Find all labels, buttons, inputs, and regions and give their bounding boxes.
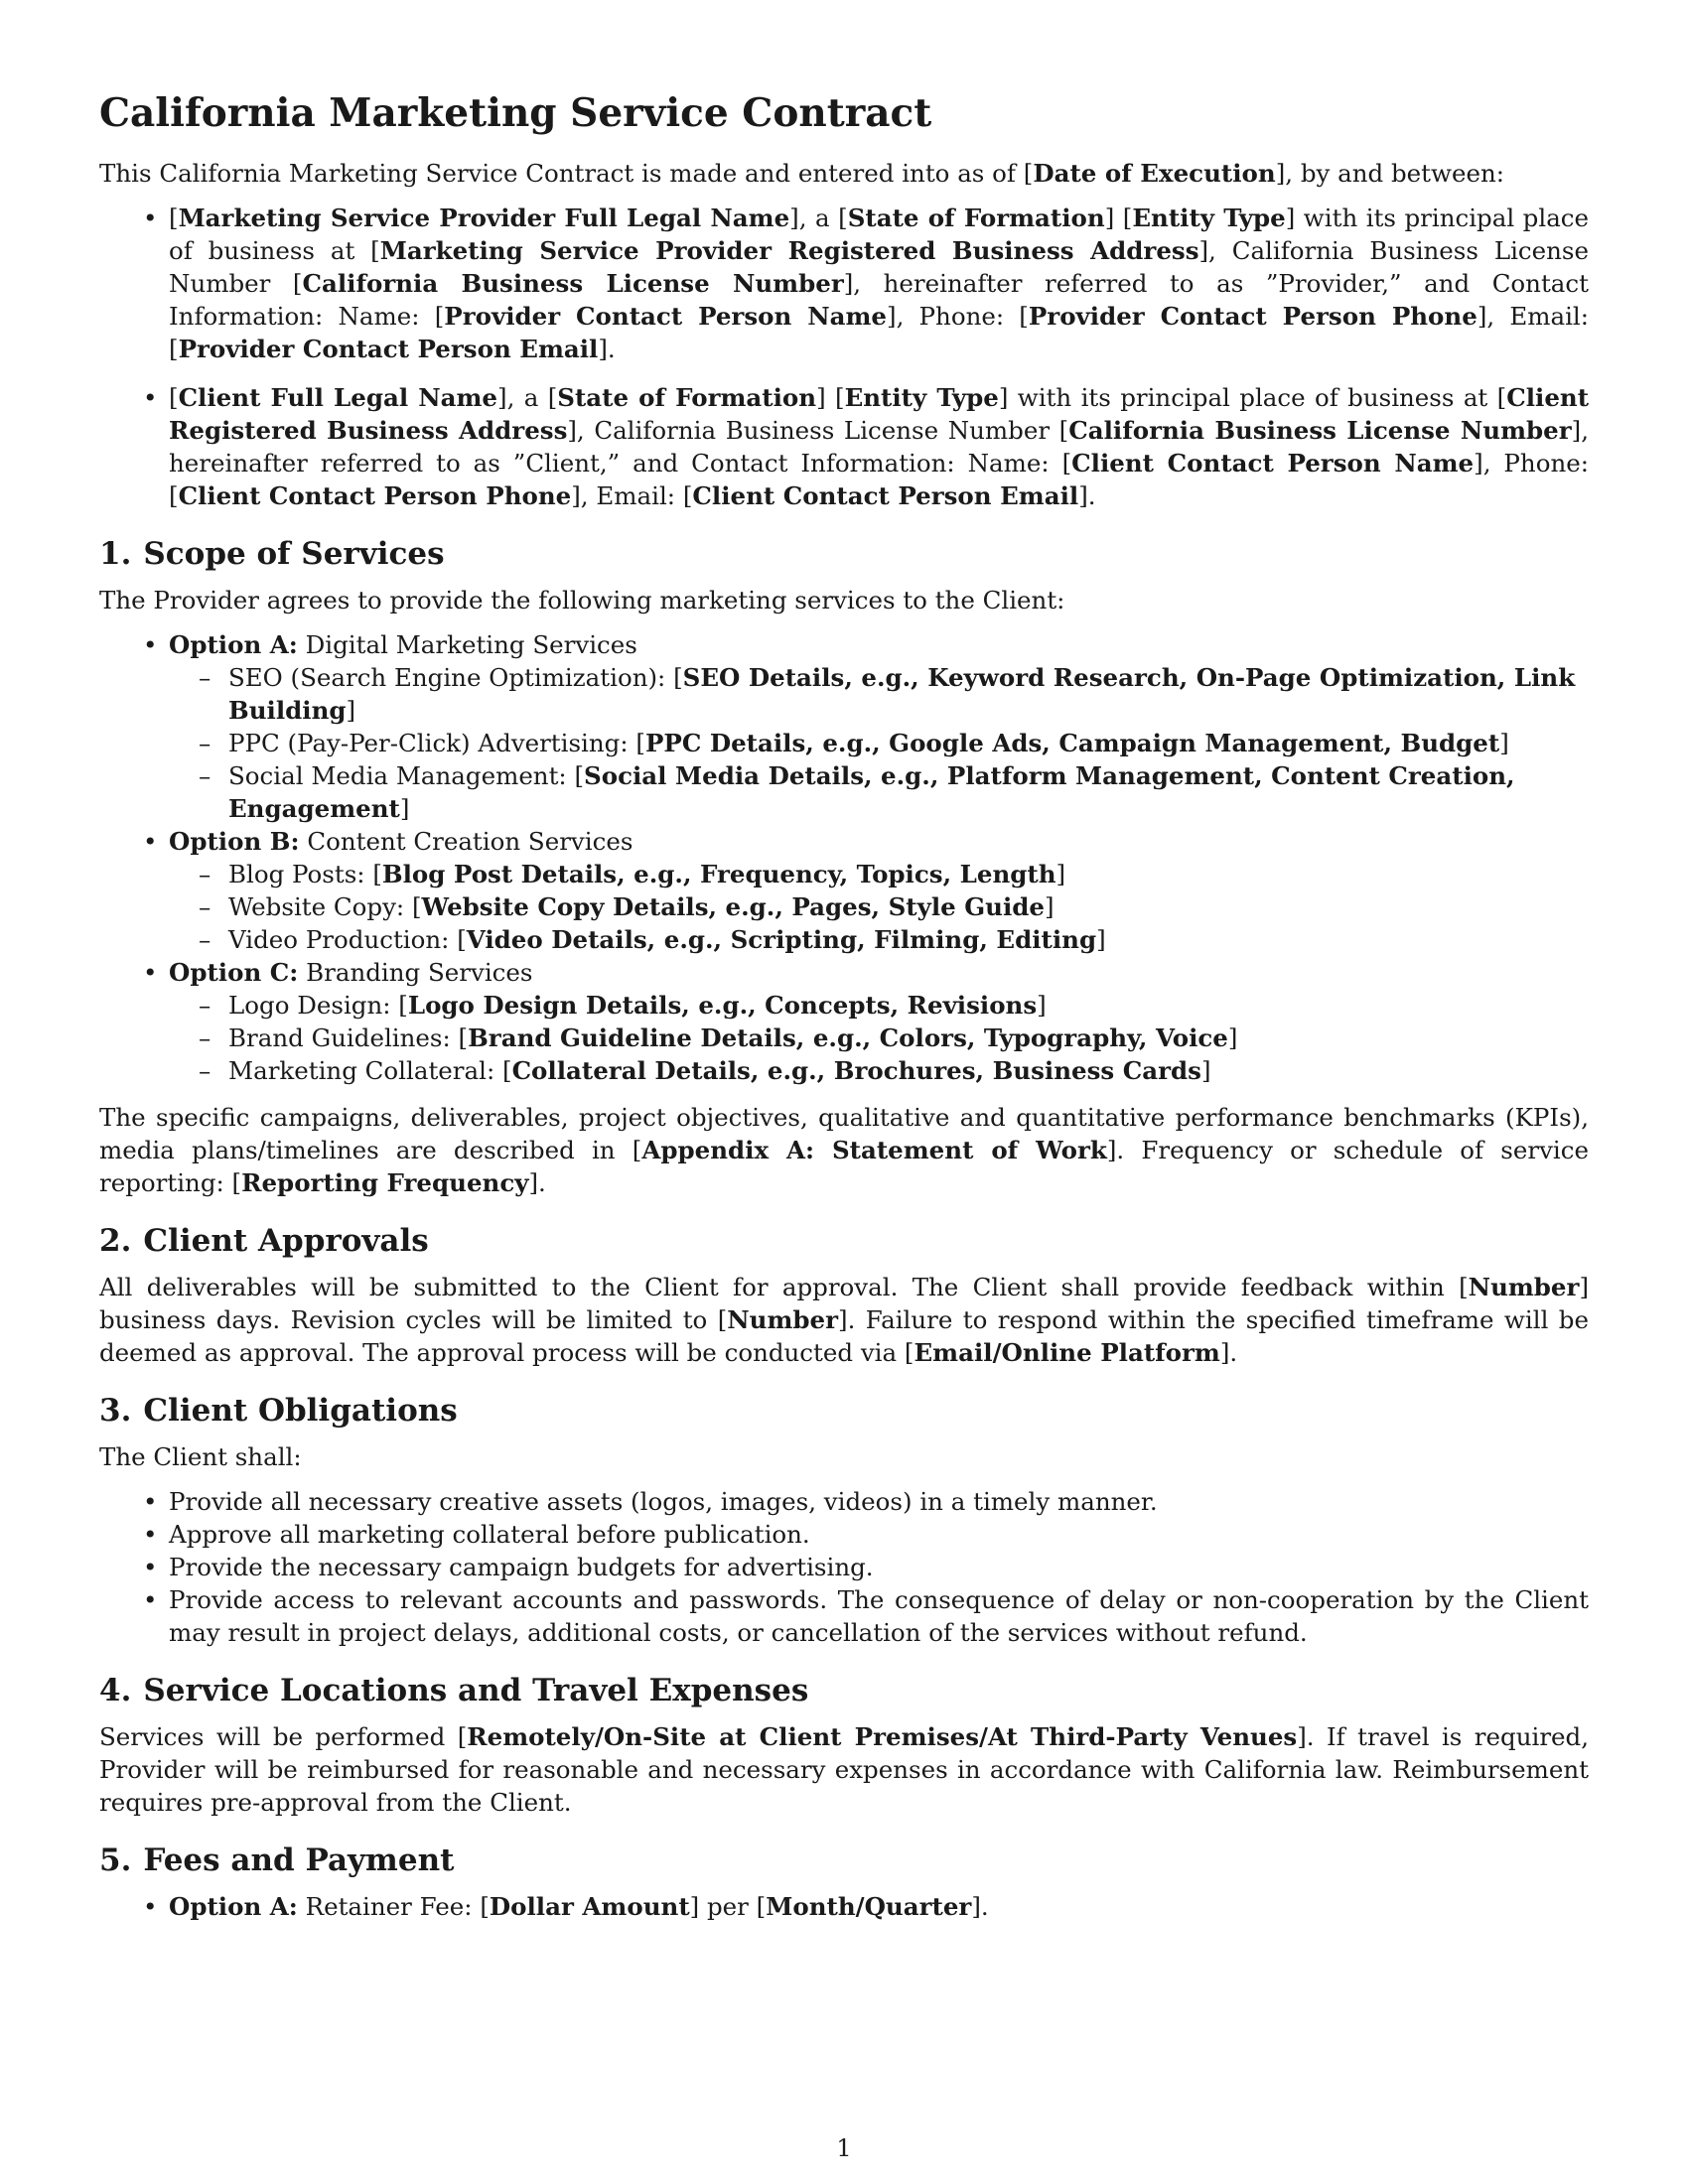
section-intro: The Client shall:: [99, 1442, 302, 1471]
list-item: • Provide the necessary campaign budgets for advertising.: [169, 1551, 1589, 1583]
obligations-list: [99, 1485, 1589, 1649]
sub-item: – Social Media Management: [Social Media Details, e.g., Platform Management, Content Creation, Engagement]: [228, 759, 1589, 825]
sub-item: – Blog Posts: [Blog Post Details, e.g., Frequency, Topics, Length]: [228, 858, 1589, 890]
sub-item: – Website Copy: [Website Copy Details, e.g., Pages, Style Guide]: [228, 890, 1589, 923]
sub-item: – Logo Design: [Logo Design Details, e.g., Concepts, Revisions]: [228, 989, 1589, 1022]
section-heading: 5. Fees and Payment: [99, 1843, 455, 1878]
document-page: [99, 87, 1589, 1923]
approvals-paragraph: All deliverables will be submitted to the Client for approval. The Client shall provide feedback within [Number] business days. Revision cycles will be limited to [Number]. Failure to respond within the specified timeframe will be deemed as approval. The approval process will be conducted via [Email/Online Platform].: [99, 1273, 1589, 1367]
section-heading: 2. Client Approvals: [99, 1223, 429, 1259]
sub-item: – SEO (Search Engine Optimization): [SEO Details, e.g., Keyword Research, On-Page Optimization, Link Building]: [228, 661, 1589, 727]
section-scope-of-services: [99, 534, 1589, 1199]
sub-item: – Marketing Collateral: [Collateral Details, e.g., Brochures, Business Cards]: [228, 1054, 1589, 1087]
section-heading: 1. Scope of Services: [99, 536, 445, 572]
list-item: • Provide access to relevant accounts and passwords. The consequence of delay or non-cooperation by the Client may result in project delays, additional costs, or cancellation of the services without refund.: [169, 1583, 1589, 1649]
locations-paragraph: Services will be performed [Remotely/On-Site at Client Premises/At Third-Party Venues]. If travel is required, Provider will be reimbursed for reasonable and necessary expenses in accordance with California law. Reimbursement requires pre-approval from the Client.: [99, 1722, 1589, 1817]
party-client: • [Client Full Legal Name], a [State of Formation] [Entity Type] with its principal place of business at [Client Registered Business Address], California Business License Number [California Business License Number], hereinafter referred to as ”Client,” and Contact Information: Name: [Client Contact Person Name], Phone: [Client Contact Person Phone], Email: [Client Contact Person Email].: [169, 381, 1589, 512]
scope-closing-paragraph: The specific campaigns, deliverables, project objectives, qualitative and quantitative performance benchmarks (KPIs), media plans/timelines are described in [Appendix A: Statement of Work]. Frequency or schedule of service reporting: [Reporting Frequency].: [99, 1103, 1589, 1197]
party-provider: • [Marketing Service Provider Full Legal Name], a [State of Formation] [Entity Type] with its principal place of business at [Marketing Service Provider Registered Business Address], California Business License Number [California Business License Number], hereinafter referred to as ”Provider,” and Contact Information: Name: [Provider Contact Person Name], Phone: [Provider Contact Person Phone], Email: [Provider Contact Person Email].: [169, 202, 1589, 365]
section-heading: 3. Client Obligations: [99, 1393, 458, 1429]
list-item: • Option A: Retainer Fee: [Dollar Amount] per [Month/Quarter].: [169, 1890, 1589, 1923]
options-list: [99, 628, 1589, 1087]
intro-paragraph: This California Marketing Service Contract is made and entered into as of [Date of Execution], by and between:: [99, 159, 1505, 188]
sub-list: [169, 858, 1589, 956]
section-intro: The Provider agrees to provide the following marketing services to the Client:: [99, 586, 1065, 614]
fees-list: [99, 1890, 1589, 1923]
option-item: • Option A: Digital Marketing Services – SEO (Search Engine Optimization): [SEO Details, e.g., Keyword Research, On-Page Optimization, Link Building] – PPC (Pay-Per-Click) Advertising: [PPC Details, e.g., Google Ads, Campaign Management, Budget] – Social Media Management: [Social Media Details, e.g., Platform Management, Content Creation, Engagement]: [169, 628, 1589, 825]
section-client-obligations: [99, 1391, 1589, 1649]
section-client-approvals: [99, 1221, 1589, 1369]
section-fees-and-payment: [99, 1841, 1589, 1923]
list-item: • Provide all necessary creative assets (logos, images, videos) in a timely manner.: [169, 1485, 1589, 1518]
page-number: 1: [836, 2134, 852, 2162]
list-item: • Approve all marketing collateral before publication.: [169, 1518, 1589, 1551]
sub-item: – Brand Guidelines: [Brand Guideline Details, e.g., Colors, Typography, Voice]: [228, 1022, 1589, 1054]
sub-item: – PPC (Pay-Per-Click) Advertising: [PPC Details, e.g., Google Ads, Campaign Management, Budget]: [228, 727, 1589, 759]
section-service-locations: [99, 1671, 1589, 1819]
sub-list: [169, 989, 1589, 1087]
page-title: California Marketing Service Contract: [99, 90, 932, 136]
section-heading: 4. Service Locations and Travel Expenses: [99, 1673, 809, 1708]
option-item: • Option B: Content Creation Services – Blog Posts: [Blog Post Details, e.g., Frequency, Topics, Length] – Website Copy: [Website Copy Details, e.g., Pages, Style Guide] – Video Production: [Video Details, e.g., Scripting, Filming, Editing]: [169, 825, 1589, 956]
sub-list: [169, 661, 1589, 825]
sub-item: – Video Production: [Video Details, e.g., Scripting, Filming, Editing]: [228, 923, 1589, 956]
parties-list: [99, 202, 1589, 512]
option-item: • Option C: Branding Services – Logo Design: [Logo Design Details, e.g., Concepts, Revisions] – Brand Guidelines: [Brand Guideline Details, e.g., Colors, Typography, Voice] – Marketing Collateral: [Collateral Details, e.g., Brochures, Business Cards]: [169, 956, 1589, 1087]
